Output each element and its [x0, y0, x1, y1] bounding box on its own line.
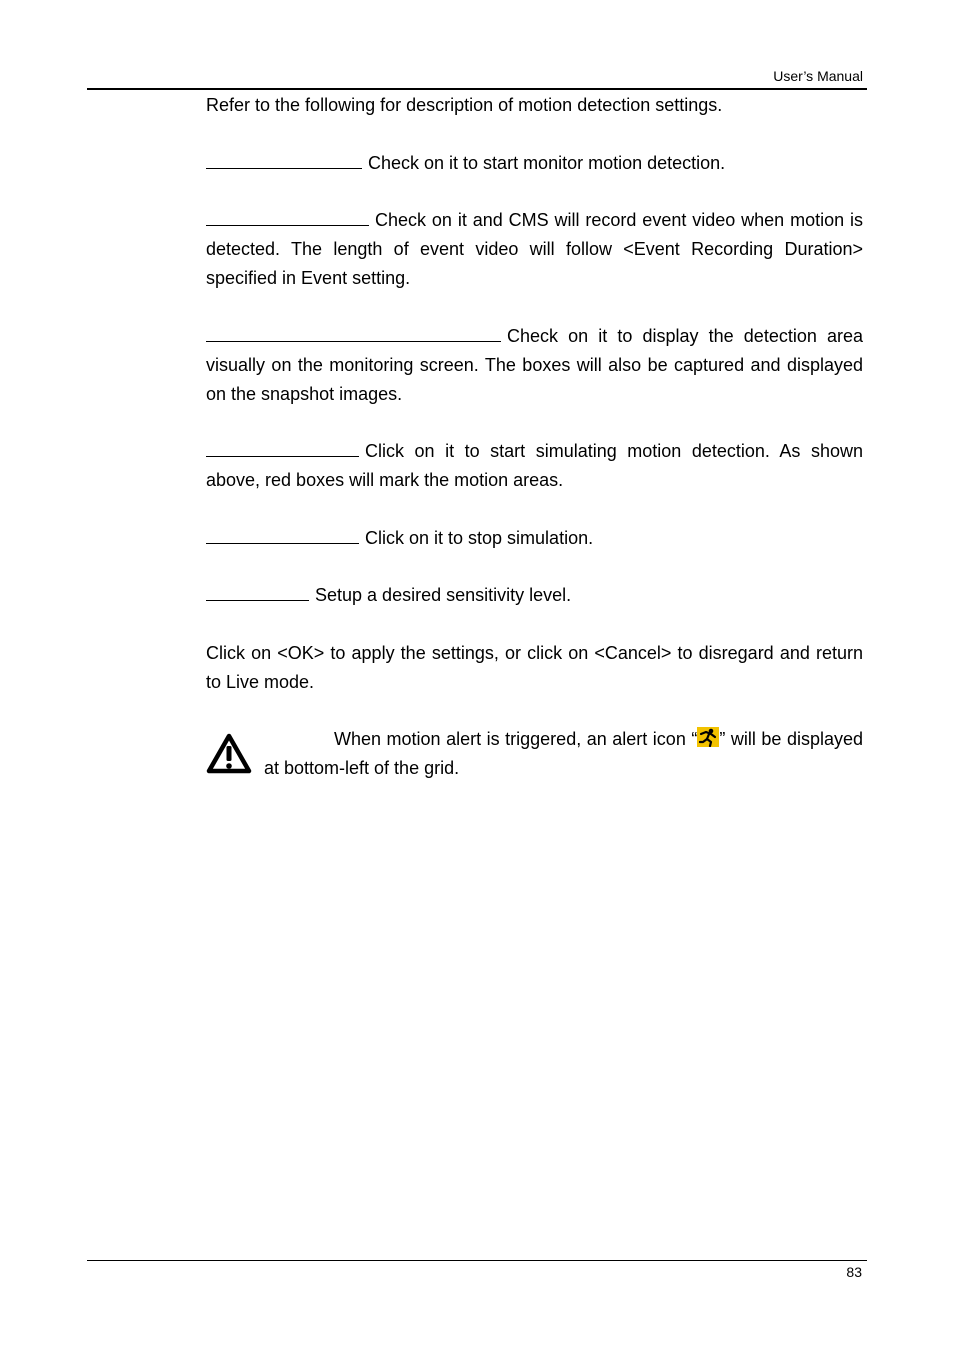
closing-paragraph	[206, 639, 863, 697]
setting-description: Check on it and CMS will record event video when motion is detected. The length of event video will follow <Event Recording Duration> specified in Event setting.	[206, 210, 863, 288]
setting-description: Check on it to start monitor motion detection.	[368, 153, 726, 173]
footer-divider	[87, 1260, 867, 1261]
setting-name-blank	[206, 438, 359, 457]
setting-item	[206, 206, 863, 293]
setting-name-blank	[206, 582, 309, 601]
setting-item	[206, 149, 863, 178]
header-divider	[87, 88, 867, 90]
running-man-alert-icon	[697, 727, 719, 747]
manual-title: User’s Manual	[773, 68, 863, 84]
note-text	[264, 725, 863, 783]
setting-name-blank	[206, 323, 501, 342]
setting-description: Click on it to start simulating motion detection. As shown above, red boxes will mark the motion areas.	[206, 441, 863, 490]
note-text-after-icon: ” will be displayed at bottom-left of the grid.	[264, 729, 863, 778]
setting-name-blank	[206, 207, 369, 226]
intro-paragraph	[206, 91, 863, 120]
closing-text: Click on <OK> to apply the settings, or click on <Cancel> to disregard and return to Live mode.	[206, 643, 863, 692]
intro-text: Refer to the following for description of motion detection settings.	[206, 95, 723, 115]
setting-item	[206, 437, 863, 495]
setting-description: Setup a desired sensitivity level.	[315, 585, 572, 605]
setting-item	[206, 322, 863, 409]
setting-name-blank	[206, 525, 359, 544]
note-text-before-icon: When motion alert is triggered, an alert icon “	[334, 729, 698, 749]
setting-description: Check on it to display the detection area visually on the monitoring screen. The boxes will also be captured and displayed on the snapshot images.	[206, 326, 863, 404]
setting-item	[206, 581, 863, 610]
setting-item	[206, 524, 863, 553]
setting-description: Click on it to stop simulation.	[365, 528, 594, 548]
setting-name-blank	[206, 150, 362, 169]
warning-triangle-icon	[206, 733, 252, 775]
page-number: 83	[846, 1264, 862, 1280]
